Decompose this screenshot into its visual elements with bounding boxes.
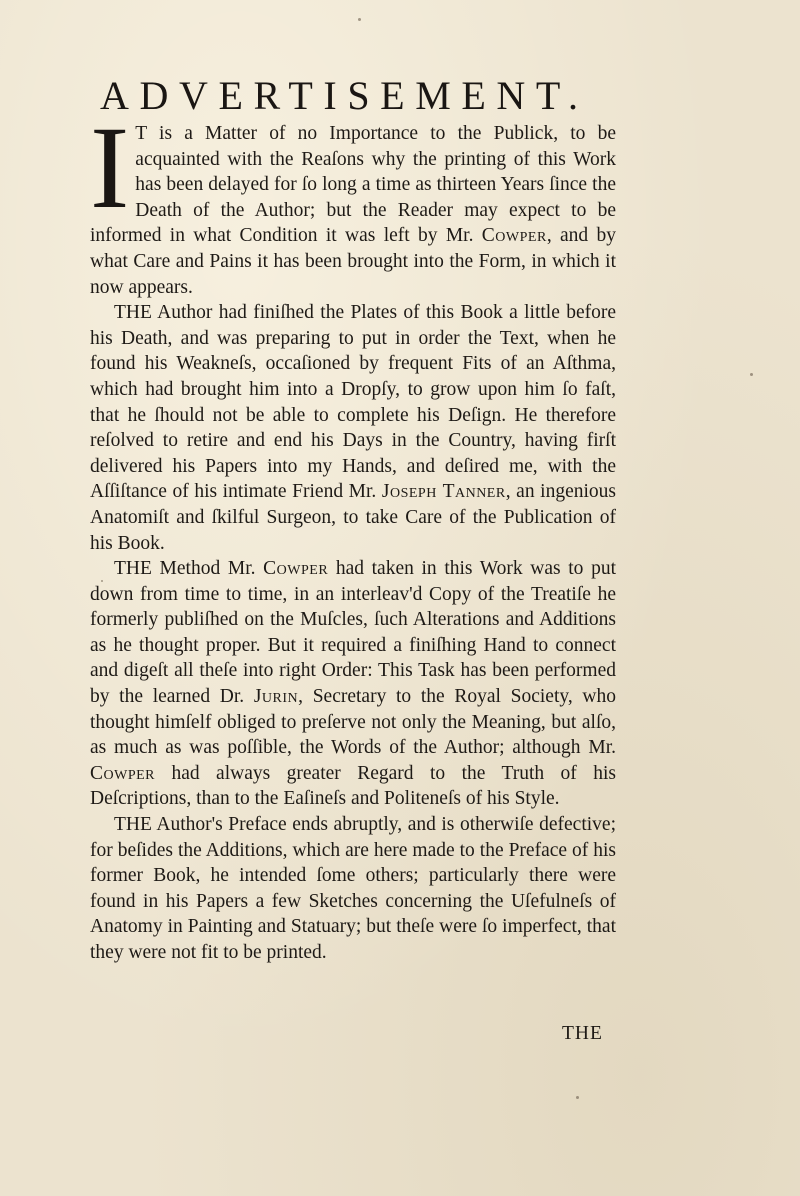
paragraph-3-text-mid-2: , Secretary to the Royal Society, who thought himſelf obliged to preſerve not only the Meaning, but alſo, as much as was poſſible, the Words of the Author; although Mr. [90, 686, 617, 759]
name-cowper: Cowper [90, 762, 156, 784]
paragraph-4 [90, 812, 616, 966]
paragraph-3-text-start: THE Method Mr. [114, 558, 264, 580]
name-cowper: Cowper [263, 558, 329, 580]
paragraph-3-text-mid-1: had taken in this Work was to put down from time to time, in an interleav'd Copy of the Treatiſe he formerly publiſhed on the Muſcles, ſuch Alterations and Additions as he thought proper. But it required a finiſhing Hand to connect and digeſt all theſe into right Order: This Task has been performed by the learned Dr. [90, 558, 616, 708]
paragraph-1 [90, 102, 616, 300]
paper-speck [750, 373, 753, 376]
body-text [90, 102, 617, 966]
paper-speck [576, 1096, 579, 1099]
paragraph-2-text-start: THE Author had finiſhed the Plates of this Book a little before his Death, and was preparing to put in order the Text, when he found his Weakneſs, occaſioned by frequent Fits of an Aſthma, which had brought him into a Dropſy, to grow upon him ſo faſt, that he ſhould not be able to complete his Deſign. He therefore reſolved to retire and end his Days in the Country, having firſt delivered his Papers into my Hands, and deſired me, with the Aſſiſtance of his intimate Friend Mr. [90, 302, 616, 503]
name-jurin: Jurin [253, 686, 299, 708]
drop-cap: I [90, 102, 130, 233]
page-title: ADVERTISEMENT. [100, 73, 589, 118]
catchword: THE [562, 1023, 603, 1044]
paragraph-4-text: THE Author's Preface ends abruptly, and is otherwiſe defective; for beſides the Additions, which are here made to the Preface of his former Book, he intended ſome others; particularly there were found in his Papers a few Sketches concerning the Uſefulneſs of Anatomy in Painting and Statuary; but theſe were ſo imperfect, that they were not fit to be printed. [90, 814, 616, 963]
paragraph-3-text-end: had always greater Regard to the Truth of his Deſcriptions, than to the Eaſineſs and Politeneſs of his Style. [90, 762, 616, 810]
paper-speck [101, 580, 103, 582]
paragraph-2 [90, 300, 616, 556]
name-cowper: Cowper [481, 225, 547, 247]
paragraph-1-text-start: T is a Matter of no Importance to the Publick, to be acquainted with the Reaſons why the printing of this Work has been delayed for ſo long a time as thirteen Years ſince the Death of the Author; but the Reader may expect to be informed in what Condition it was left by Mr. [90, 123, 616, 247]
paragraph-3 [90, 556, 616, 812]
name-joseph-tanner: Joseph Tanner [381, 481, 506, 503]
paragraph-2-text-end: , an ingenious Anatomiſt and ſkilful Surgeon, to take Care of the Publication of his Book. [90, 481, 616, 554]
paragraph-1-text-end: , and by what Care and Pains it has been brought into the Form, in which it now appears. [90, 225, 616, 298]
paper-speck [358, 18, 361, 21]
